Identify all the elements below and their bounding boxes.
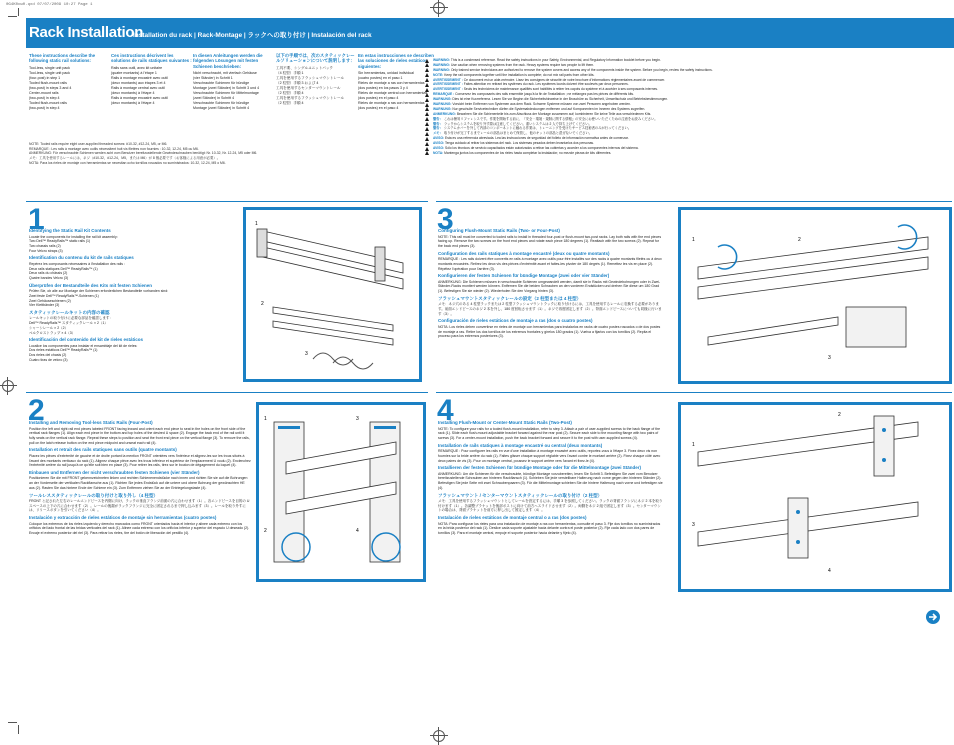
warning-text: Dies ist eine Kurzreferenz. Lesen Sie vor Beginn die Sicherheitshinweise in der Broschüre zu Sicherheit, Umweltschutz und Betriebsbestimmungen. — [452, 97, 669, 102]
section-heading: Installing and Removing Tool-less Static Rails (Four-Post) — [29, 420, 153, 425]
intro-line: (dos postes) en el paso 4 — [358, 105, 399, 110]
intro-line: （2 柱型）手順 4 — [276, 100, 304, 105]
registration-mark-left — [2, 380, 14, 392]
warning-text: Tenga cuidado al retirar los sistemas del rack. Los sistemas pesados deben levantarlos dos personas. — [444, 141, 594, 146]
intro-line: 工具を使用するフラッシュマウントレール — [276, 95, 345, 100]
intro-column — [111, 53, 193, 106]
figure-step-2 — [256, 402, 426, 582]
warning-label: 警告： — [433, 126, 443, 131]
warning-triangle-icon — [425, 137, 429, 141]
warning-triangle-icon — [425, 147, 429, 151]
intro-line: Verschraubte Schienen für Mittelmontage — [193, 90, 259, 95]
intro-line: Rails à montage encastré avec outil — [111, 75, 168, 80]
warning-triangle-icon — [425, 63, 429, 67]
section-body: Position the left and right rail end pieces labeled FRONT facing inward and orient each end piece to seat in the holes on the front side of the vertical rack flanges (1). Align each end piece in the bottom and top holes of the desired U space (2). Engage the back end of the rail until it fully seats on the vertical rack flange. Repeat these steps to position and seat the front end piece on the vertical flange (3). To remove the rails, pull on the latch release button on the end piece midpoint and unseat each rail (4). — [29, 426, 250, 445]
warning-label: メモ： — [433, 131, 443, 136]
section-heading: Konfigurieren der festen Schienen für bündige Montage (zwei oder vier Ständer) — [438, 273, 610, 279]
section-body: メモ：工具を使用するフラッシュマウントとしてレールを設定するには、手順 3 を参照してください。ラックの背面フランジにネジ 2 本を取り付けます（1）。各調整ブラケットを後部ポストに向けて前方へスライドさせます（2）。両側をネジ 2 組で固定します（3）。センターマウントの場合は、背面ブラケットを前方に押し出して固定します（4）。 — [438, 499, 663, 513]
intro-line: (deux montants) aux étapes 3 et 4 — [111, 80, 166, 85]
warning-triangle-icon — [425, 122, 429, 126]
section-body: Prüfen Sie, ob alle zur Montage der Schienen erforderlichen Bestandteile vorhanden sind: Zwei feste Dell™ ReadyRails™-Schienen (1) Zwei Gehäuseschienen (2) Vier Klettbänder (3) — [29, 289, 169, 308]
note-line: メモ：工具を使用するレールには、ネジ（#10-32、#12-24、M5、または M6）が 8 個必要です（お客様による用意が必要）。 — [29, 156, 221, 161]
section-body: NOTA: Para configurar los rieles para una instalación de montaje a ras con herramientas, consulte el paso 3. Fije dos tornillos no suministrados en la brida posterior del rack (1). Deslice cada soporte ajustable hacia delante contra el poste posterior (2). Fije cada lado con dos pares de tornillos (3). Para el montaje central, empuje el soporte posterior hacia delante y fíjelo (4). — [438, 521, 661, 536]
section-heading: Einbauen und Entfernen der nicht verschraubten festen Schienen (vier Ständer) — [29, 469, 200, 475]
warning-text: Seuls les techniciens de maintenance qualifiés sont habilités à retirer les capots du système et à accéder à ses composants internes. — [463, 87, 658, 92]
intro-column — [193, 53, 275, 111]
warning-text: Use caution when removing systems from the rack. Heavy systems require two people to lift them. — [450, 62, 595, 67]
section-body: ANMERKUNG: Um die Schienen für die verschraubte, bündige Montage vorzubereiten, lesen Sie Schritt 3. Befestigen Sie zwei vom Benutzer bereitzustellende Schrauben am hinteren Rackflansch (1). Schieben Sie jede verstellbare Halterung nach vorne gegen den hinteren Ständer (2). Befestigen Sie jede Seite mit zwei Schraubenpaaren (3). Für die Mittelmontage schieben Sie die hintere Halterung nach vorne und befestigen sie (4). — [438, 471, 663, 490]
notes-block — [29, 142, 431, 166]
intro-line: 工具不要、シングルユニットパック — [276, 65, 334, 70]
warning-text: Nur geschulte Servicetechniker dürfen die Systemabdeckungen entfernen und auf Komponenten im Inneren des Systems zugreifen. — [452, 106, 646, 111]
warning-label: NOTE: — [433, 72, 444, 77]
warning-label: AVERTISSEMENT : — [433, 82, 463, 87]
callout-1: 1 — [255, 221, 258, 227]
callout-1: 1 — [264, 416, 267, 422]
warning-text: Mantenga juntos los componentes de los rieles hasta completar la instalación; no mezcle piezas de kits diferentes. — [444, 150, 612, 155]
section-body: Positionieren Sie die mit FRONT gekennzeichneten linken und rechten Schienenendstücke nach innen und richten Sie sie auf die Bohrungen an der Vorderseite der vertikalen Rackflansche aus (1). Richten Sie jedes Endstück auf die untere und obere Bohrung der gewünschten HE aus (2). Rasten Sie das hintere Ende der Schiene ein (3). Zum Entfernen ziehen Sie an der Entriegelungstaste (4). — [29, 476, 248, 490]
warning-label: ANMERKUNG: — [433, 111, 456, 116]
section-heading: Installation de rails statiques à montage encastré ou central (deux montants) — [438, 442, 603, 448]
step-number-2: 2 — [28, 394, 45, 427]
section-heading: Installieren der festen Schienen für bündige Montage oder für die Mittelmontage (zwei Ständer) — [438, 465, 642, 471]
warning-label: AVISO: — [433, 146, 445, 151]
section-body: REMARQUE : Les rails doivent être convertis en rails à montage avec outils pour être installés sur des racks à quatre montants filetés ou à deux montants encastrés. Retirez les deux vis des pièces d'extrémité avant et faites-les pivoter de 180 degrés (1). Remettez les vis en place (2). Répétez l'opération pour l'arrière (3). — [438, 257, 662, 271]
divider — [436, 201, 952, 202]
crop-mark — [18, 725, 19, 734]
intro-heading: In diesen Anleitungen werden die folgenden Lösungen mit festen Schienen beschrieben: — [193, 53, 263, 69]
intro-line: Tooled flush-mount rails — [29, 80, 67, 85]
intro-column — [29, 53, 111, 111]
warning-text: 取り付けが完了するまでレールの部品はまとめて保管し、他のキットの部品と混ぜないでください。 — [443, 131, 593, 136]
warnings-list — [424, 58, 952, 156]
section-body: Locate the components for installing the rail kit assembly: Two Dell™ ReadyRails™ static rails (1) Two chassis rails (2) Four Velcro straps (3) — [29, 234, 118, 253]
step-2-text — [29, 418, 251, 536]
section-body: レールキットの取り付けに必要な部品を確認します： Dell™ ReadyRails™ スタティックレール × 2（1） シャーシレール × 2（2） ベルクロストラップ × 4（3） — [29, 316, 113, 335]
warning-triangle-icon — [425, 112, 429, 116]
callout-1: 1 — [692, 237, 695, 243]
intro-line: (quatre montants) à l'étape 1 — [111, 70, 157, 75]
section-body: Coloque los extremos de los rieles izquierdo y derecho marcados como FRONT orientados hacia el interior y alinee cada extremo con los orificios del lado frontal de las bridas verticales del rack (1). Alinee cada extremo con los orificios inferior y superior del espacio U deseado (2). Encaje el extremo posterior del riel (3). Para retirar los rieles, tire del botón de liberación del pestillo (4). — [29, 521, 250, 536]
step-number-3: 3 — [437, 203, 454, 236]
section-body: Repérez les composants nécessaires à l'installation des rails : Deux rails statiques Dell™ ReadyRails™ (1) Deux rails du châssis (2) Quatre bandes Velcro (3) — [29, 261, 125, 280]
intro-line: (two-post) in step 4 — [29, 95, 60, 100]
callout-4: 4 — [356, 528, 359, 534]
warning-triangle-icon — [425, 83, 429, 87]
warning-text: これは簡易リファレンスです。作業を開始する前に、『安全・環境・規制に関する情報』の安全にお使いいただくための注意をお読みください。 — [443, 116, 658, 121]
section-heading: Identificación del contenido del kit de rieles estáticos — [29, 337, 144, 343]
step-3-text — [438, 226, 663, 339]
intro-heading: These instructions describe the following static rail solutions: — [29, 53, 96, 64]
next-page-button[interactable] — [926, 610, 940, 624]
callout-2: 2 — [264, 528, 267, 534]
note-line: REMARQUE : Les rails à montage avec outils nécessitent huit vis filetées non fournies : 10-32, 12-24, M5 ou M6. — [29, 146, 199, 151]
note-line: NOTA: Para los rieles de montaje con herramientas se necesitan ocho tornillos roscados no suministrados: 10-32, 12-24, M5 o M6. — [29, 160, 226, 165]
warning-label: AVISO: — [433, 141, 445, 146]
warning-triangle-icon — [425, 127, 429, 131]
divider — [436, 392, 952, 393]
intro-line: Tool-less, single unit pack — [29, 70, 70, 75]
page-title: Rack Installation — [29, 24, 144, 41]
step-4-text — [438, 418, 663, 536]
warning-triangle-icon — [425, 73, 429, 77]
callout-2: 2 — [838, 412, 841, 418]
warning-text: Ce document est un aide-mémoire. Lisez les consignes de sécurité de votre brochure d'informations réglementaires avant de commencer. — [463, 77, 666, 82]
section-body: NOTE: This rail must be converted to tooled rails to install in threaded four-post or flush-mount two-post racks. Lay both rails with the end pieces facing up. Remove the two screws on the front end pieces and rotate each piece 180 degrees (1). Reattach with the two screws (2). Repeat for the back end pieces (3). — [438, 234, 662, 248]
section-body: Localice los componentes para instalar el ensamblaje del kit de rieles: Dos rieles estáticos Dell™ ReadyRails™ (1) Dos rieles del chasis (2) Cuatro tiras de velcro (3) — [29, 343, 138, 362]
warning-triangle-icon — [425, 103, 429, 107]
intro-line: (deux montants) à l'étape 4 — [111, 90, 155, 95]
warning-text: ラックからシステムを取り外す際は注意してください。重いシステムは 2 人で持ち上げてください。 — [443, 121, 592, 126]
section-body: ANMERKUNG: Die Schienen müssen in verschraubte Schienen umgewandelt werden, damit sie in Racks mit Gewindebohrungen oder in Zwei-Ständer-Racks montiert werden können. Entfernen Sie die beiden Schrauben an den vorderen Endstücken und drehen Sie diese um 180 Grad (1). Befestigen Sie sie wieder (2). Wiederholen Sie den Vorgang hinten (3). — [438, 279, 661, 294]
intro-line: Rieles de montaje a ras con herramientas — [358, 80, 425, 85]
tool-less-install-illustration — [256, 402, 426, 582]
page-subtitle: Installation du rack | Rack-Montage | ラックへの取り付け | Instalación del rack — [133, 32, 372, 39]
file-slug: 0G4K0cw0.qxd 07/07/2009 10:27 Page 1 — [6, 3, 93, 7]
warning-label: AVERTISSEMENT : — [433, 77, 463, 82]
divider — [26, 201, 428, 202]
intro-line: Tool-less, single unit pack — [29, 65, 70, 70]
section-heading: ツールレススタティックレールの取り付けと取り外し（4 柱型） — [29, 492, 158, 498]
section-heading: スタティックレールキットの内容の確認 — [29, 309, 110, 315]
figure-step-3 — [678, 207, 952, 384]
warning-text: This is a condensed reference. Read the safety instructions in your Safety, Environmental, and Regulatory Information booklet before you begin. — [450, 58, 661, 62]
intro-line: （2 柱型）手順 3 および 4 — [276, 80, 319, 85]
warning-text: Vorsicht beim Entfernen von Systemen aus dem Rack. Schwere Systeme müssen von zwei Personen angehoben werden. — [452, 102, 631, 107]
warning-triangle-icon — [425, 88, 429, 92]
intro-column — [276, 53, 358, 106]
section-body: FRONT と記された左右のレールエンドピースを内側に向け、ラックの垂直フランジ前面の穴に合わせます（1）。各エンドピースを目的の U スペースの上下の穴に合わせます（2）。レールの後端がラックフランジに完全に固定されるまで押し込みます（3）。レールを取り外すには、リリースボタンを引いてください（4）。 — [29, 499, 250, 513]
warning-triangle-icon — [425, 98, 429, 102]
intro-line: Rails à montage central avec outil — [111, 85, 165, 90]
callout-4: 4 — [828, 568, 831, 574]
step-1-text — [29, 226, 234, 363]
intro-line: 工具を使用するフラッシュマウントレール — [276, 75, 345, 80]
section-heading: フラッシュマウントスタティックレールの設定（2 柱型または 4 柱型） — [438, 295, 582, 301]
callout-3: 3 — [305, 351, 308, 357]
warning-text: Esta es una referencia abreviada. Lea las instrucciones de seguridad del folleto de información normativa antes de comenzar. — [445, 136, 629, 141]
intro-line: Center-mount rails — [29, 90, 59, 95]
warning-triangle-icon — [425, 107, 429, 111]
crop-mark — [18, 8, 19, 16]
crop-mark — [8, 16, 17, 17]
intro-line: 工具を使用するセンターマウントレール — [276, 85, 341, 90]
section-heading: Instalación y extracción de rieles estáticos de montaje sin herramientas (cuatro postes) — [29, 515, 217, 521]
callout-1: 1 — [692, 442, 695, 448]
warning-label: REMARQUE : — [433, 92, 455, 97]
section-heading: フラッシュマウント / センターマウントスタティックレールの取り付け（2 柱型） — [438, 492, 603, 498]
step-number-1: 1 — [28, 203, 45, 236]
callout-2: 2 — [261, 301, 264, 307]
intro-heading: Ces instructions décrivent les solutions de rails statiques suivantes : — [111, 53, 192, 64]
warning-triangle-icon — [425, 78, 429, 82]
section-body: NOTE: To configure your rails for a tooled flush-mount installation, refer to step 3. Attach a pair of user-supplied screws to the back flange of the rack (1). Slide each flush-mount adjustable bracket forward against the rear post (2). Secure each side to the mounting flange with two pairs of screws (3). For a center-mount installation, push the back bracket forward and secure it to the post with user-supplied screws (4). — [438, 426, 661, 440]
warning-label: 警告： — [433, 121, 443, 126]
intro-line: Sin herramientas, unidad individual — [358, 70, 414, 75]
intro-heading: 以下の手順では、次のスタティックレールソリューションについて説明します： — [276, 53, 355, 64]
section-body: NOTA: Los rieles deben convertirse en rieles de montaje con herramientas para instalarlos en racks de cuatro postes roscados o de dos postes de montaje a ras. Retire los dos tornillos de los extremos frontales y gírelos 180 grados (1). Vuelva a fijarlos con los tornillos (2). Repita el proceso para los extremos posteriores (3). — [438, 324, 661, 339]
intro-line: (two-post) in steps 3 and 4 — [29, 85, 72, 90]
section-body: Placez les pièces d'extrémité de gauche et de droite portant la mention FRONT orientées vers l'intérieur et alignez-les sur les trous situés à l'avant des montants verticaux du rack (1). Alignez chaque pièce avec les trous inférieur et supérieur de l'emplacement U voulu (2). Enclenchez l'extrémité arrière du rail jusqu'à ce qu'elle soit bien en place (3). Pour retirer les rails, tirez sur le bouton de dégagement du loquet (4). — [29, 453, 251, 468]
intro-line: (dos postes) en los pasos 3 y 4 — [358, 85, 408, 90]
intro-line: （2 柱型）手順 4 — [276, 90, 304, 95]
section-body: メモ：ネジ穴のある 4 柱型ラックまたは 2 柱型フラッシュマウントラックに取り付けるには、工具を使用するレールに変換する必要があります。前面エンドピースのネジ 2 本を外し、180 度回転させます（1）。ネジで再度固定します（2）。背面エンドピースについても同様に行います（3）。 — [438, 302, 662, 316]
warning-text: Conservez les composants des rails ensemble jusqu'à la fin de l'installation ; ne mélangez pas les pièces de différents kits. — [455, 92, 634, 97]
warning-text: Faites attention en retirant les systèmes du rack. Les systèmes lourds doivent être soulevés par deux personnes. — [463, 82, 629, 87]
divider — [26, 392, 428, 393]
warning-text: Sólo los técnicos de servicio capacitados están autorizados a retirar las cubiertas y acceder a los componentes internos del sistema. — [445, 146, 639, 151]
intro-line: Montage (zwei Ständer) in Schritt 3 und 4 — [193, 85, 260, 90]
warning-triangle-icon — [425, 142, 429, 146]
intro-line: (zwei Ständer) in Schritt 4 — [193, 95, 235, 100]
section-body: REMARQUE : Pour configurer les rails en vue d'une installation à montage encastré avec outils, reportez-vous à l'étape 3. Fixez deux vis non fournies sur la bride arrière du rack (1). Faites glisser chaque support réglable vers l'avant contre le montant arrière (2). Fixez chaque côté avec deux paires de vis (3). Pour un montage central, poussez le support arrière vers l'avant et fixez-le (4). — [438, 449, 661, 463]
registration-mark-top — [433, 2, 445, 14]
warning-triangle-icon — [425, 68, 429, 72]
warning-label: AVISO: — [433, 136, 445, 141]
warning-label: WARNUNG: — [433, 97, 452, 102]
warning-label: 警告： — [433, 116, 443, 121]
intro-line: (vier Ständer) in Schritt 1 — [193, 75, 233, 80]
intro-line: Rieles de montaje central con herramientas — [358, 90, 428, 95]
warning-label: WARNUNG: — [433, 102, 452, 107]
intro-heading: En estas instrucciones se describen las soluciones de rieles estáticos siguientes: — [358, 53, 434, 69]
intro-line: Nicht verschraubt, mit vierfach Gehäuse — [193, 70, 257, 75]
intro-line: (four-post) in step 1 — [29, 75, 61, 80]
warning-label: WARNING: — [433, 58, 451, 62]
warning-label: AVERTISSEMENT : — [433, 87, 463, 92]
section-heading: Instalación de rieles estáticos de montaje central o a ras (dos postes) — [438, 515, 587, 521]
callout-3: 3 — [828, 355, 831, 361]
intro-line: Rieles de montaje a ras con herramientas — [358, 100, 425, 105]
warning-label: NOTA: — [433, 150, 444, 155]
intro-line: (two-post) in step 4 — [29, 105, 60, 110]
section-heading: Configuring Flush-Mount Static Rails (Two- or Four-Post) — [438, 228, 560, 233]
warning-row — [424, 151, 952, 156]
intro-line: (cuatro postes) en el paso 1 — [358, 75, 403, 80]
intro-line: Verschraubte Schienen für bündige — [193, 80, 250, 85]
registration-mark-bottom — [433, 730, 445, 742]
callout-2: 2 — [798, 237, 801, 243]
flush-mount-config-illustration — [678, 207, 952, 384]
rail-kit-illustration — [243, 207, 422, 382]
crop-mark — [8, 722, 17, 723]
warning-triangle-icon — [425, 151, 429, 155]
section-heading: Identifying the Static Rail Kit Contents — [29, 228, 111, 233]
intro-line: （4 柱型）手順 1 — [276, 70, 304, 75]
intro-line: (deux montants) à l'étape 4 — [111, 100, 155, 105]
note-line: ANMERKUNG: Für verschraubte Schienen werden acht vom Benutzer bereitzustellende Gewindeschrauben benötigt: Nr. 10-32, Nr. 12-24, M5 oder M6. — [29, 151, 258, 156]
warning-triangle-icon — [425, 117, 429, 121]
intro-line: Rails à montage encastré avec outil — [111, 95, 168, 100]
intro-line: Verschraubte Schienen für bündige — [193, 100, 250, 105]
warning-text: Keep the rail components together until the installation is complete; do not mix rail parts from other kits. — [444, 72, 595, 77]
step-number-4: 4 — [437, 394, 454, 427]
note-line: NOTE: Tooled rails require eight user-supplied threaded screws: #10-32, #12-24, M5, or M6. — [29, 142, 168, 146]
section-heading: Identification du contenu du kit de rails statiques — [29, 255, 134, 261]
warning-text: システムカバーを外して内部のコンポーネントに触れる作業は、トレーニングを受けたサービス技術者のみが行ってください。 — [443, 126, 632, 131]
warning-text: Bewahren Sie die Schienenteile bis zum Abschluss der Montage zusammen auf; kombinieren Sie keine Teile aus verschiedenen Kits. — [456, 111, 652, 116]
intro-line: Montage (zwei Ständer) in Schritt 4 — [193, 105, 250, 110]
section-heading: Überprüfen der Bestandteile des Kits mit festen Schienen — [29, 282, 153, 288]
figure-step-1 — [243, 207, 422, 382]
section-heading: Configuración de rieles estáticos de montaje a ras (dos o cuatro postes) — [438, 318, 593, 324]
section-heading: Configuration des rails statiques à montage encastré (deux ou quatre montants) — [438, 250, 610, 256]
warning-text: Only trained service technicians are authorized to remove the system covers and access any of the components inside the system. Before you begin, review the safety instructions. — [450, 67, 713, 72]
section-heading: Installation et retrait des rails statiques sans outils (quatre montants) — [29, 447, 177, 453]
title-banner — [26, 18, 954, 48]
warning-triangle-icon — [425, 132, 429, 136]
warning-label: WARNING: — [433, 62, 451, 67]
warning-triangle-icon — [425, 59, 429, 63]
figure-step-4 — [678, 402, 952, 592]
callout-3: 3 — [356, 416, 359, 422]
warning-label: WARNING: — [433, 67, 451, 72]
warning-triangle-icon — [425, 93, 429, 97]
intro-line: Tooled flush-mount rails — [29, 100, 67, 105]
intro-line: (dos postes) en el paso 4 — [358, 95, 399, 100]
intro-line: Rails sans outil, avec kit unitaire — [111, 65, 163, 70]
warning-label: WARNUNG: — [433, 106, 452, 111]
callout-3: 3 — [692, 522, 695, 528]
section-heading: Installing Flush-Mount or Center-Mount Static Rails (Two-Post) — [438, 420, 572, 425]
two-post-install-illustration — [678, 402, 952, 592]
arrow-right-icon — [926, 610, 940, 624]
